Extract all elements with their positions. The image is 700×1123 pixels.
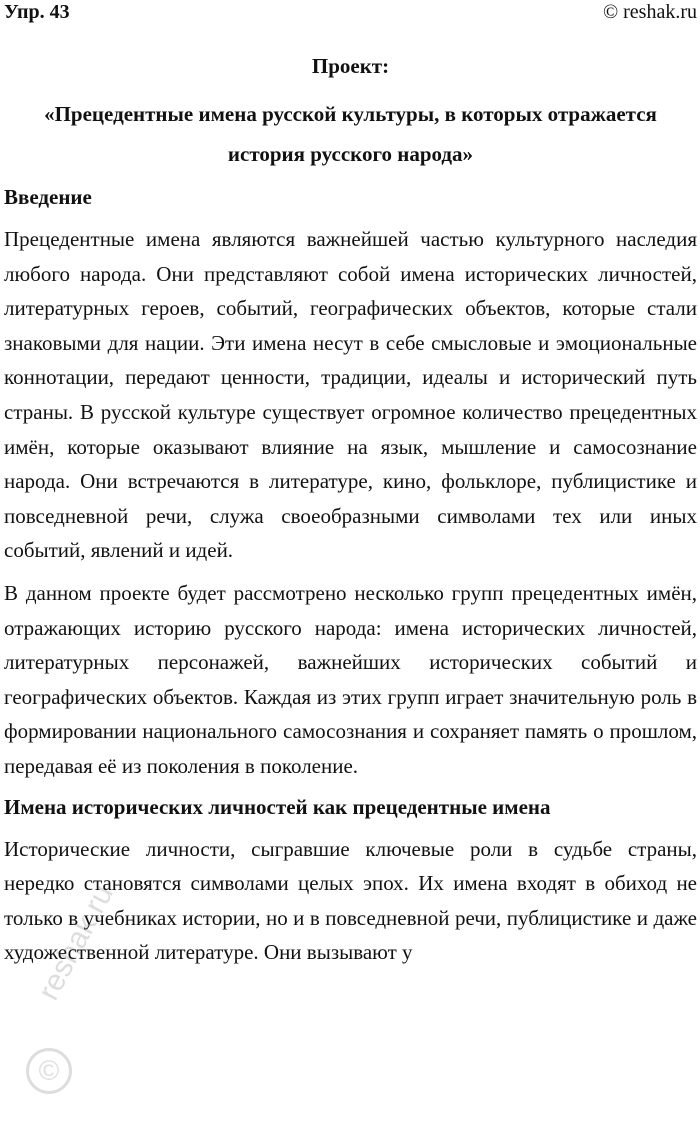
- section-historical-figures: [4, 794, 697, 970]
- project-title: «Прецедентные имена русской культуры, в которых отражается история русского народа»: [44, 102, 657, 166]
- exercise-number: Упр. 43: [4, 1, 70, 23]
- section-heading: Введение: [4, 185, 92, 209]
- copyright-icon: ©: [26, 1048, 72, 1094]
- copyright-label: © reshak.ru: [602, 1, 697, 23]
- project-label: Проект:: [311, 54, 390, 78]
- page-header: [4, 0, 697, 28]
- section-heading: Имена исторических личностей как прецедентные имена: [4, 794, 551, 819]
- paragraph: В данном проекте будет рассмотрено несколько групп прецедентных имён, отражающих историю русского народа: имена исторических личностей, литературных персонажей, важнейших исторических событий и географических объектов. Каждая из этих групп играет значительную роль в формировании национального самосознания и сохраняет память о прошлом, передавая её из поколения в поколение.: [4, 580, 697, 778]
- paragraph: Прецедентные имена являются важнейшей частью культурного наследия любого народа. Они представляют собой имена исторических личностей, литературных героев, событий, географических объектов, которые стали знаковыми для нации. Эти имена несут в себе смысловые и эмоциональные коннотации, передают ценности, традиции, идеалы и исторический путь страны. В русской культуре существует огромное количество прецедентных имён, которые оказывают влияние на язык, мышление и самосознание народа. Они встречаются в литературе, кино, фольклоре, публицистике и повседневной речи, служа своеобразными символами тех или иных событий, явлений и идей.: [4, 227, 697, 563]
- watermark-text: reshak.ru: [32, 879, 120, 1006]
- paragraph: Исторические личности, сыгравшие ключевые роли в судьбе страны, нередко становятся символами целых эпох. Их имена входят в обиход не только в учебниках истории, но и в повседневной речи, публицистике и даже художественной литературе. Они вызывают у: [4, 836, 697, 965]
- section-introduction: [4, 184, 697, 784]
